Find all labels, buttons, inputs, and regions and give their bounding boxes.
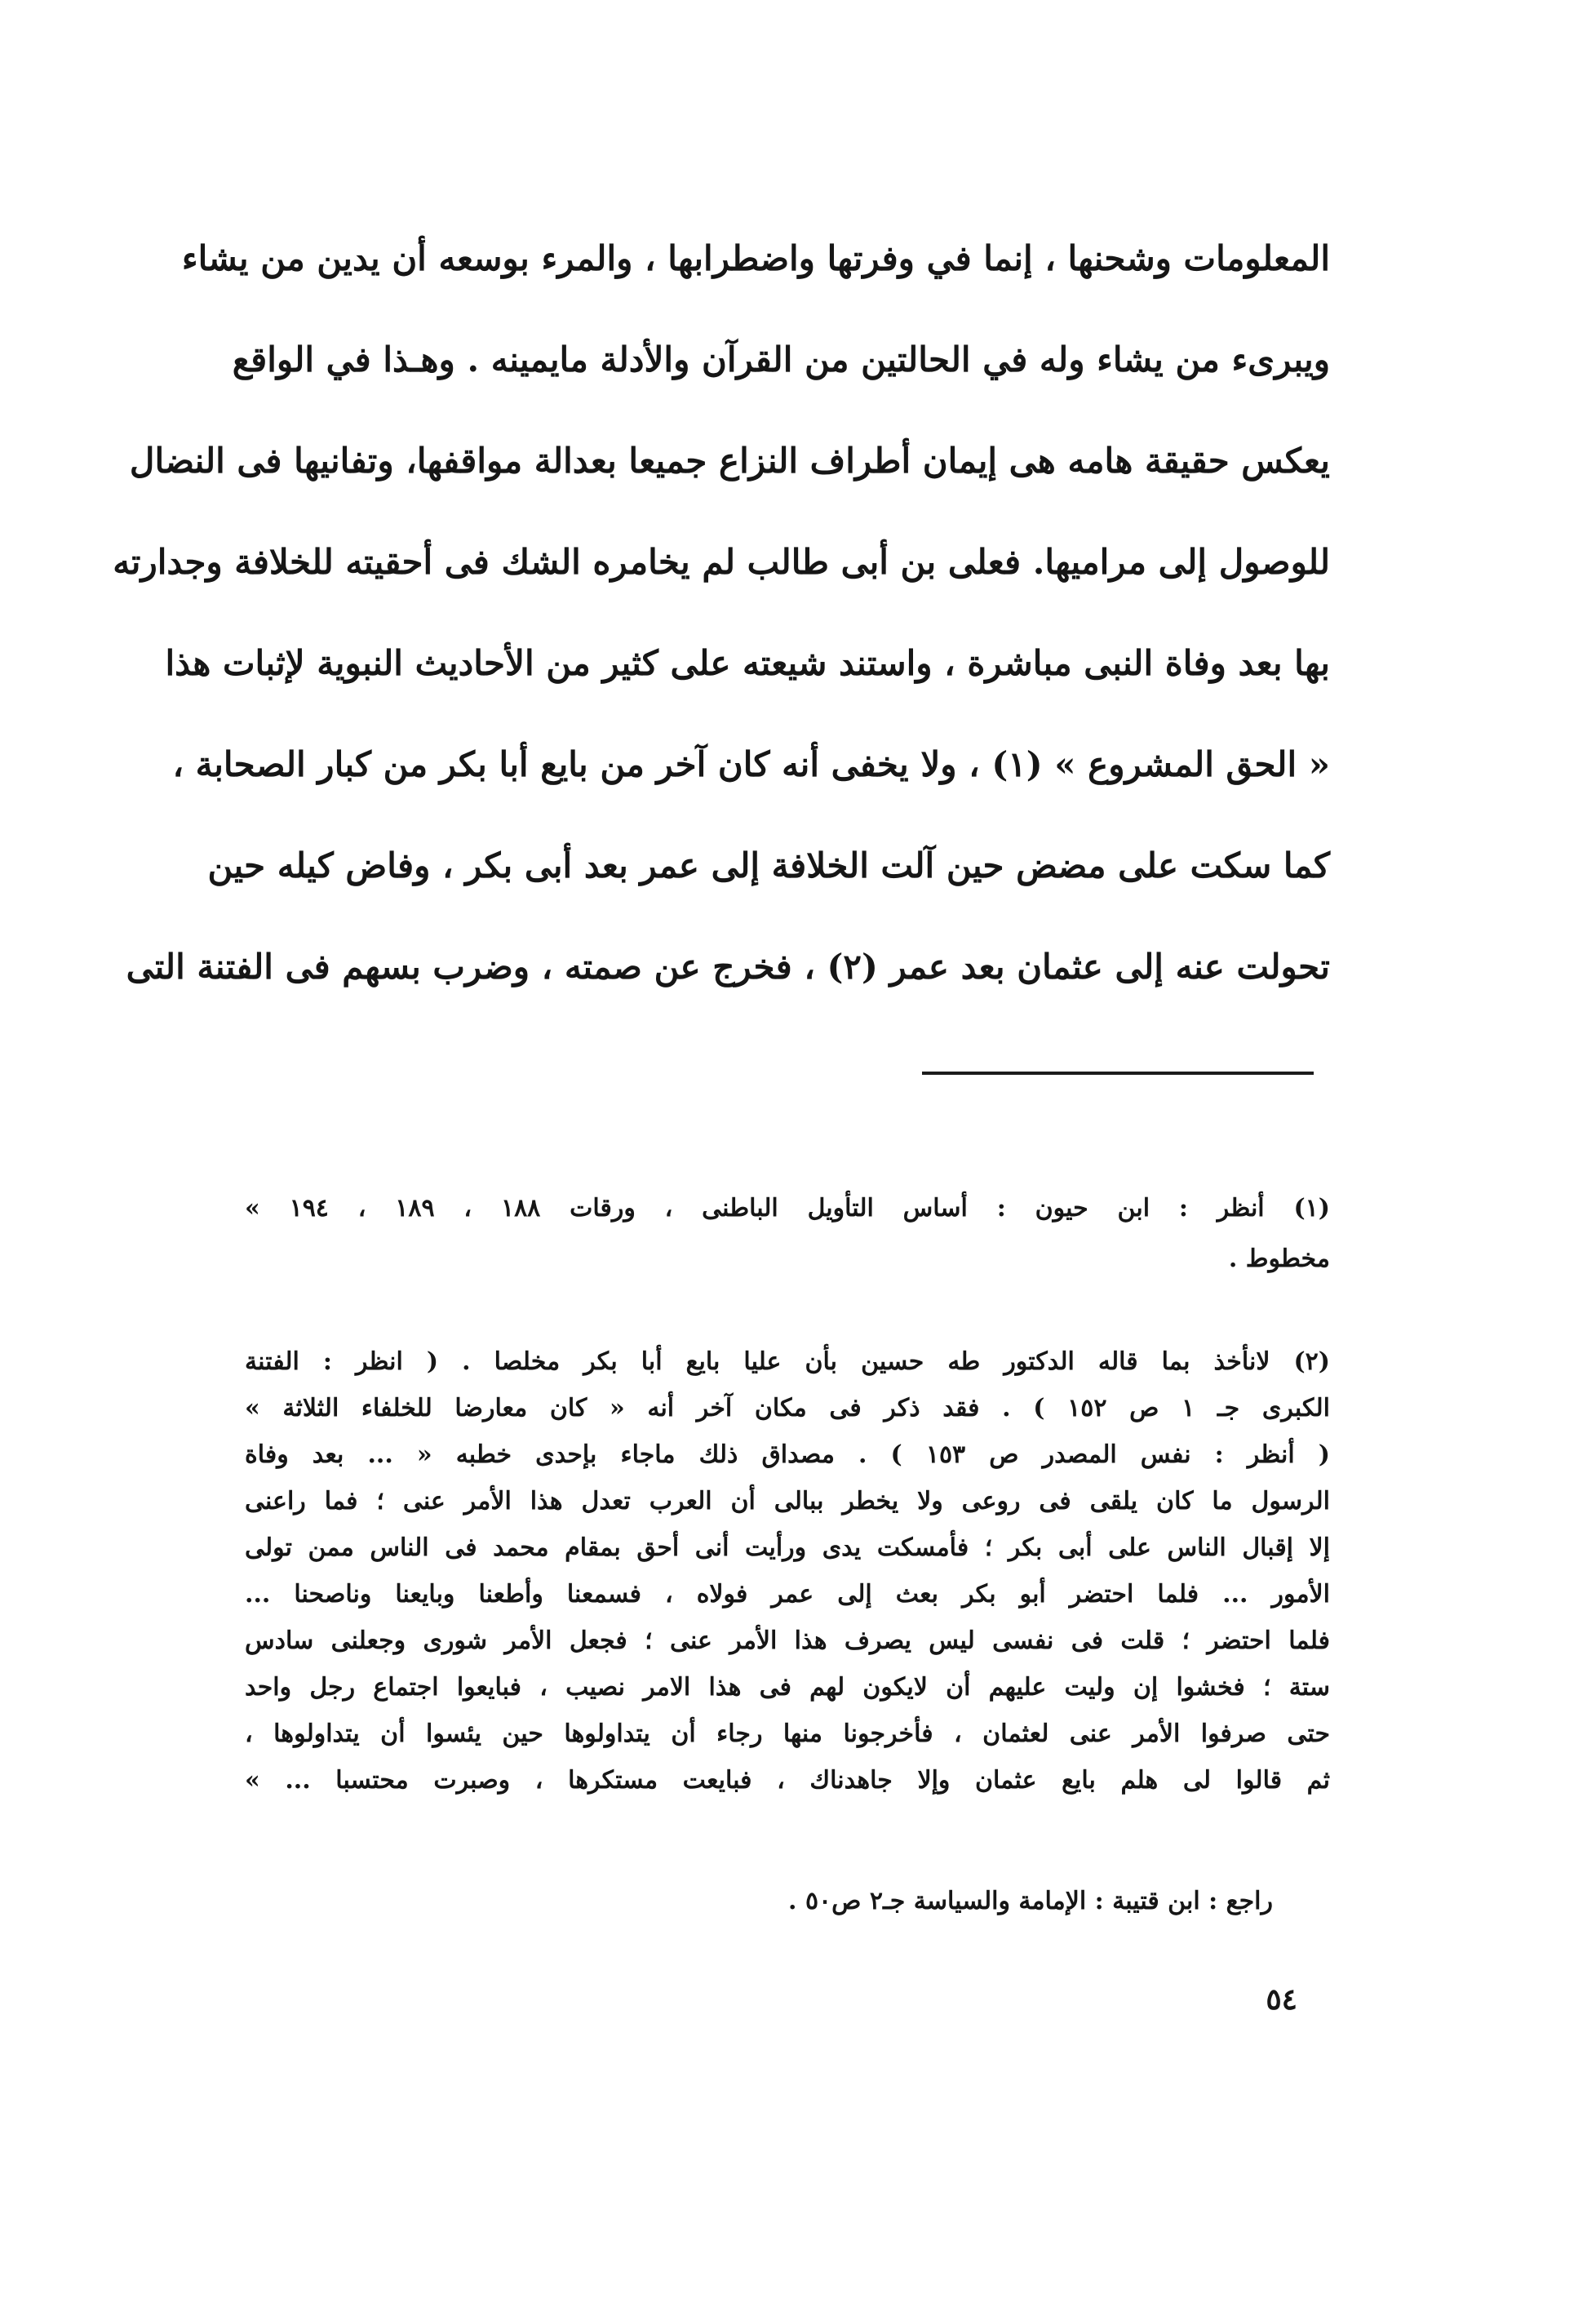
footnote-2-line-5: إلا إقبال الناس على أبى بكر ؛ فأمسكت يدى ورأيت أنى أحق بمقام محمد فى الناس ممن تولى [245,1533,1330,1562]
footnote-2-line-10: ثم قالوا لى هلم بايع عثمان وإلا جاهدناك ، فبايعت مستكرها ، وصبرت محتسبا ... » [245,1766,1330,1795]
footnote-1 [245,1183,1330,1285]
footnote-2-line-2: الكبرى جـ ١ ص ١٥٢ ) . فقد ذكر فى مكان آخر أنه « كان معارضا للخلفاء الثلاثة » [245,1394,1330,1422]
footnote-2-line-6: الأمور ... فلما احتضر أبو بكر بعث إلى عمر فولاه ، فسمعنا وأطعنا وبايعنا وناصحنا ... [245,1580,1330,1609]
body-line-4: للوصول إلى مراميها. فعلى بن أبى طالب لم يخامره الشك فى أحقيته للخلافة وجدارته [113,542,1330,582]
body-line-1: المعلومات وشحنها ، إنما في وفرتها واضطرابها ، والمرء بوسعه أن يدين من يشاء [181,238,1330,278]
footnote-2-line-4: الرسول ما كان يلقى فى روعى ولا يخطر ببالى أن العرب تعدل هذا الأمر عنى ؛ فما راعنى [245,1487,1330,1516]
page-number: ٥٤ [1266,1982,1297,2017]
main-text [113,208,1330,1018]
reference-citation: راجع : ابن قتيبة : الإمامة والسياسة جـ٢ ص٥٠ . [788,1887,1273,1915]
footnote-divider [922,1072,1314,1075]
footnote-1-line-1: (١) أنظر : ابن حيون : أساس التأويل الباطنى ، ورقات ١٨٨ ، ١٨٩ ، ١٩٤ » [245,1194,1330,1223]
footnote-1-line-2: مخطوط . [1228,1245,1330,1273]
body-line-5: بها بعد وفاة النبى مباشرة ، واستند شيعته على كثير من الأحاديث النبوية لإثبات هذا [165,643,1330,683]
body-line-6: « الحق المشروع » (١) ، ولا يخفى أنه كان آخر من بايع أبا بكر من كبار الصحابة ، [172,744,1330,784]
footnote-2 [245,1338,1330,1804]
footnote-2-line-8: ستة ؛ فخشوا إن وليت عليهم أن لايكون لهم فى هذا الامر نصيب ، فبايعوا اجتماع رجل واحد [245,1673,1330,1702]
body-line-7: كما سكت على مضض حين آلت الخلافة إلى عمر بعد أبى بكر ، وفاض كيله حين [207,845,1330,885]
footnote-2-line-9: حتى صرفوا الأمر عنى لعثمان ، فأخرجونا منها رجاء أن يتداولوها حين يئسوا أن يتداولوها ، [245,1720,1330,1748]
body-line-2: ويبرىء من يشاء وله في الحالتين من القرآن والأدلة مايمينه . وهـذا في الواقع [232,339,1330,379]
footnote-2-line-3: ( أنظر : نفس المصدر ص ١٥٣ ) . مصداق ذلك ماجاء بإحدى خطبه « ... بعد وفاة [245,1440,1330,1469]
footnote-2-line-1: (٢) لانأخذ بما قاله الدكتور طه حسين بأن عليا بايع أبا بكر مخلصا . ( انظر : الفتنة [245,1347,1330,1376]
footnote-2-line-7: فلما احتضر ؛ قلت فى نفسى ليس يصرف هذا الأمر عنى ؛ فجعل الأمر شورى وجعلنى سادس [245,1626,1330,1655]
body-line-3: يعكس حقيقة هامه هى إيمان أطراف النزاع جميعا بعدالة مواقفها، وتفانيها فى النضال [129,441,1330,481]
body-line-8: تحولت عنه إلى عثمان بعد عمر (٢) ، فخرج عن صمته ، وضرب بسهم فى الفتنة التى [126,947,1330,987]
